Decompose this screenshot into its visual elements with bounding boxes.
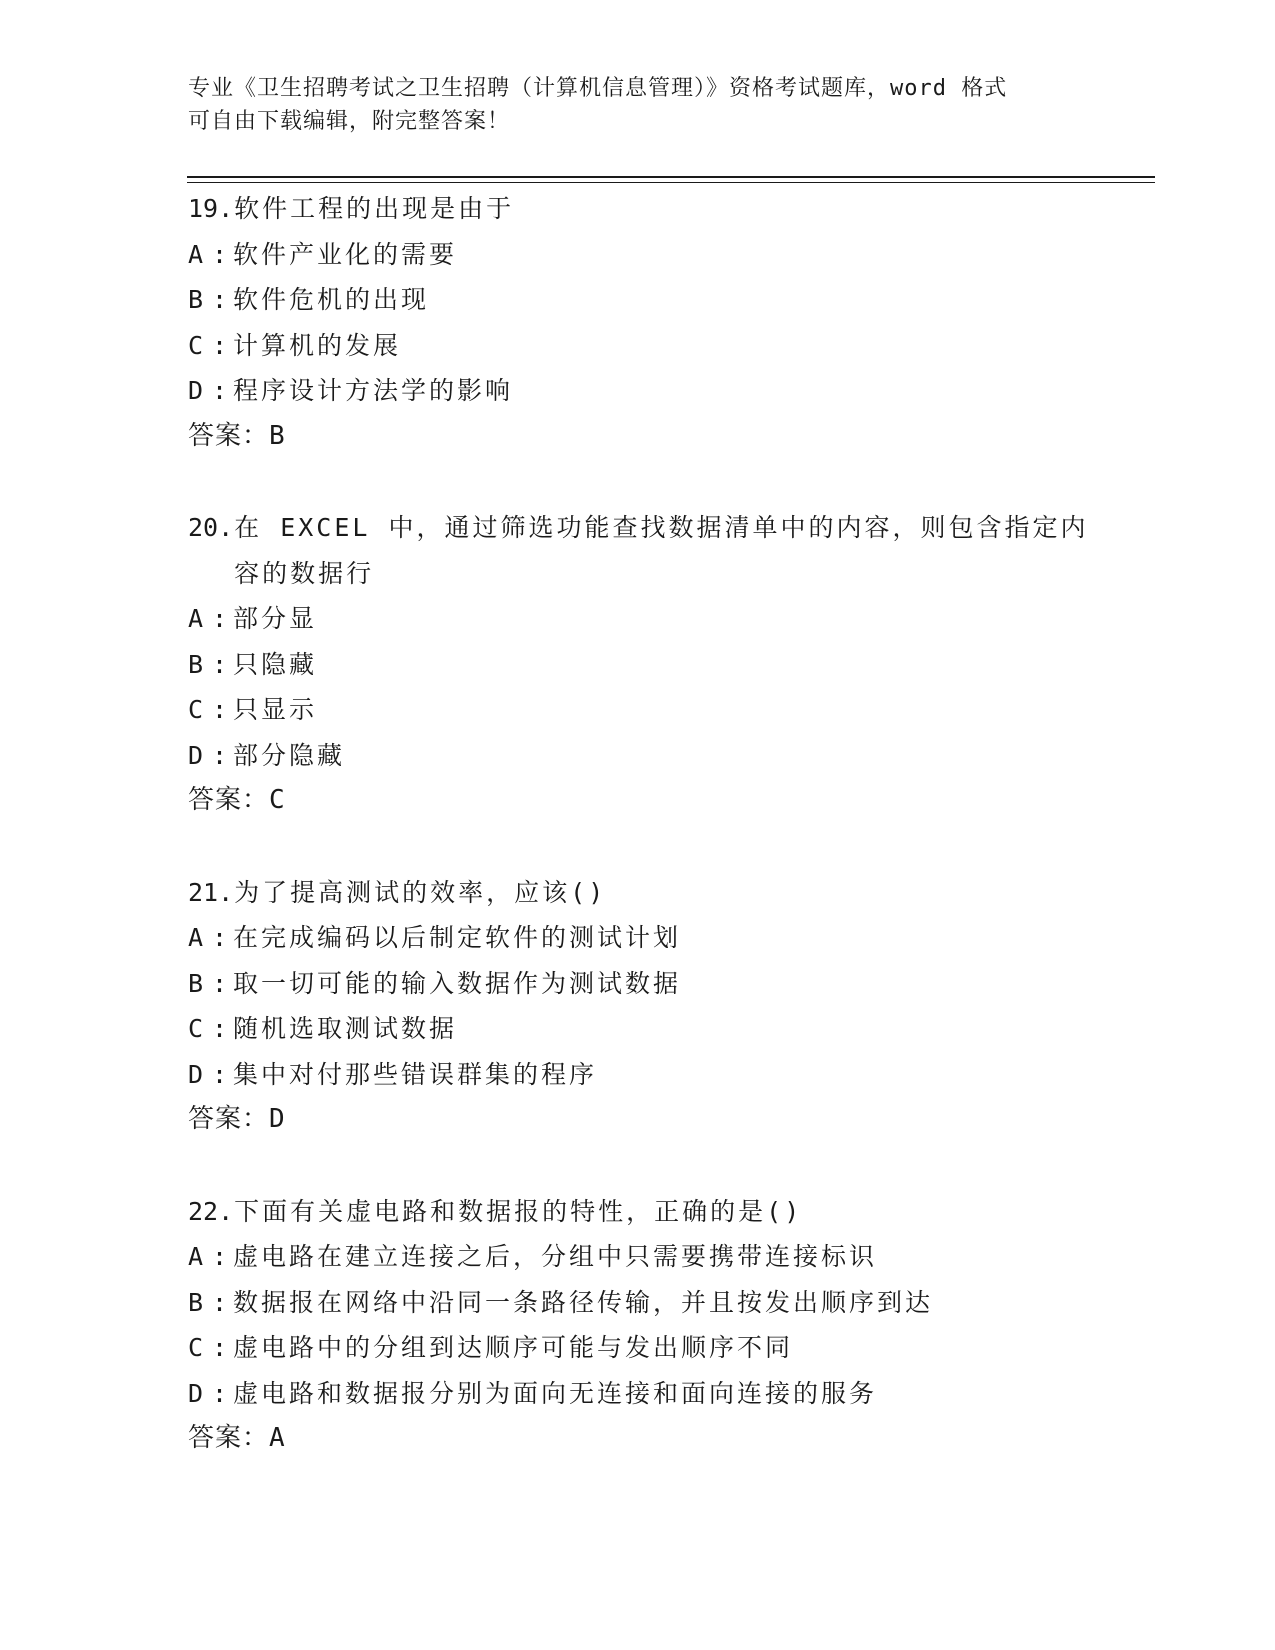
- question-number: 21.: [188, 877, 234, 907]
- answer-line: [188, 1097, 1108, 1143]
- option-c: [188, 687, 1108, 733]
- option-d: [188, 368, 1108, 414]
- option-letter: C: [188, 1333, 204, 1362]
- option-b: [188, 642, 1108, 688]
- question-text: 在 EXCEL 中，通过筛选功能查找数据清单中的内容，则包含指定内容的数据行: [234, 513, 1089, 588]
- question-21: [188, 870, 1108, 1143]
- option-letter: C: [188, 1014, 204, 1043]
- option-separator: :: [212, 1287, 228, 1317]
- option-d: [188, 733, 1108, 779]
- option-text: 虚电路在建立连接之后，分组中只需要携带连接标识: [233, 1242, 878, 1271]
- option-separator: :: [212, 285, 228, 314]
- option-letter: A: [188, 1242, 204, 1271]
- option-text: 部分隐藏: [233, 740, 346, 770]
- option-letter: D: [188, 1378, 204, 1408]
- option-a: [188, 232, 1108, 278]
- option-text: 集中对付那些错误群集的程序: [233, 1059, 598, 1089]
- option-separator: :: [212, 376, 228, 405]
- question-text: 下面有关虚电路和数据报的特性，正确的是(): [234, 1196, 803, 1226]
- answer-label: 答案：: [188, 420, 270, 451]
- option-text: 取一切可能的输入数据作为测试数据: [233, 968, 682, 998]
- option-letter: D: [188, 376, 204, 405]
- option-text: 随机选取测试数据: [233, 1014, 458, 1043]
- answer-line: [188, 1416, 1108, 1462]
- option-letter: C: [188, 330, 204, 360]
- question-number: 20.: [188, 513, 234, 542]
- option-separator: :: [212, 695, 228, 724]
- answer-value: D: [269, 1104, 285, 1134]
- option-text: 计算机的发展: [233, 330, 402, 360]
- question-list: [188, 186, 1108, 1508]
- option-c: [188, 1006, 1108, 1052]
- option-separator: :: [212, 604, 228, 633]
- answer-value: A: [269, 1423, 285, 1453]
- answer-label: 答案：: [188, 785, 270, 815]
- option-text: 在完成编码以后制定软件的测试计划: [233, 923, 682, 952]
- option-separator: :: [212, 1378, 228, 1408]
- option-separator: :: [212, 740, 228, 770]
- answer-line: [188, 778, 1108, 824]
- option-text: 只显示: [233, 695, 318, 724]
- option-d: [188, 1052, 1108, 1098]
- option-letter: B: [188, 649, 204, 679]
- answer-value: C: [269, 785, 285, 815]
- option-separator: :: [212, 1059, 228, 1089]
- option-letter: A: [188, 239, 204, 269]
- option-separator: :: [212, 1333, 228, 1362]
- question-stem: [188, 505, 1108, 596]
- option-b: [188, 277, 1108, 323]
- header-divider: [187, 176, 1155, 183]
- option-c: [188, 1325, 1108, 1371]
- option-separator: :: [212, 923, 228, 952]
- header-line-2: 可自由下载编辑，附完整答案！: [188, 109, 511, 134]
- option-b: [188, 1280, 1108, 1326]
- option-text: 软件产业化的需要: [233, 239, 458, 269]
- option-text: 软件危机的出现: [233, 285, 430, 314]
- document-header: [188, 72, 1088, 138]
- option-text: 部分显: [233, 604, 318, 633]
- option-a: [188, 596, 1108, 642]
- question-stem: [188, 1189, 1108, 1235]
- option-letter: A: [188, 923, 204, 952]
- answer-line: [188, 414, 1108, 460]
- option-a: [188, 1234, 1108, 1280]
- option-separator: :: [212, 1242, 228, 1271]
- option-c: [188, 323, 1108, 369]
- option-letter: A: [188, 604, 204, 633]
- question-text: 软件工程的出现是由于: [234, 194, 515, 223]
- question-22: [188, 1189, 1108, 1462]
- question-stem: [188, 870, 1108, 916]
- question-number: 22.: [188, 1196, 234, 1226]
- option-text: 虚电路和数据报分别为面向无连接和面向连接的服务: [233, 1378, 878, 1408]
- question-19: [188, 186, 1108, 459]
- option-letter: B: [188, 285, 204, 314]
- option-separator: :: [212, 968, 228, 998]
- option-a: [188, 915, 1108, 961]
- question-stem: [188, 186, 1108, 232]
- option-text: 程序设计方法学的影响: [233, 376, 514, 405]
- answer-label: 答案：: [188, 1423, 270, 1453]
- option-separator: :: [212, 1014, 228, 1043]
- question-number: 19.: [188, 194, 234, 223]
- option-letter: B: [188, 1287, 204, 1317]
- question-text: 为了提高测试的效率，应该(): [234, 877, 607, 907]
- option-letter: D: [188, 1059, 204, 1089]
- option-d: [188, 1371, 1108, 1417]
- answer-value: B: [269, 420, 285, 451]
- option-letter: B: [188, 968, 204, 998]
- option-text: 数据报在网络中沿同一条路径传输，并且按发出顺序到达: [233, 1287, 934, 1317]
- option-text: 虚电路中的分组到达顺序可能与发出顺序不同: [233, 1333, 794, 1362]
- option-b: [188, 961, 1108, 1007]
- option-letter: C: [188, 695, 204, 724]
- option-text: 只隐藏: [233, 649, 318, 679]
- option-letter: D: [188, 740, 204, 770]
- option-separator: :: [212, 649, 228, 679]
- question-20: [188, 505, 1108, 824]
- answer-label: 答案：: [188, 1104, 270, 1134]
- option-separator: :: [212, 239, 228, 269]
- header-line-1: 专业《卫生招聘考试之卫生招聘（计算机信息管理）》资格考试题库，word 格式: [188, 76, 1008, 101]
- option-separator: :: [212, 330, 228, 360]
